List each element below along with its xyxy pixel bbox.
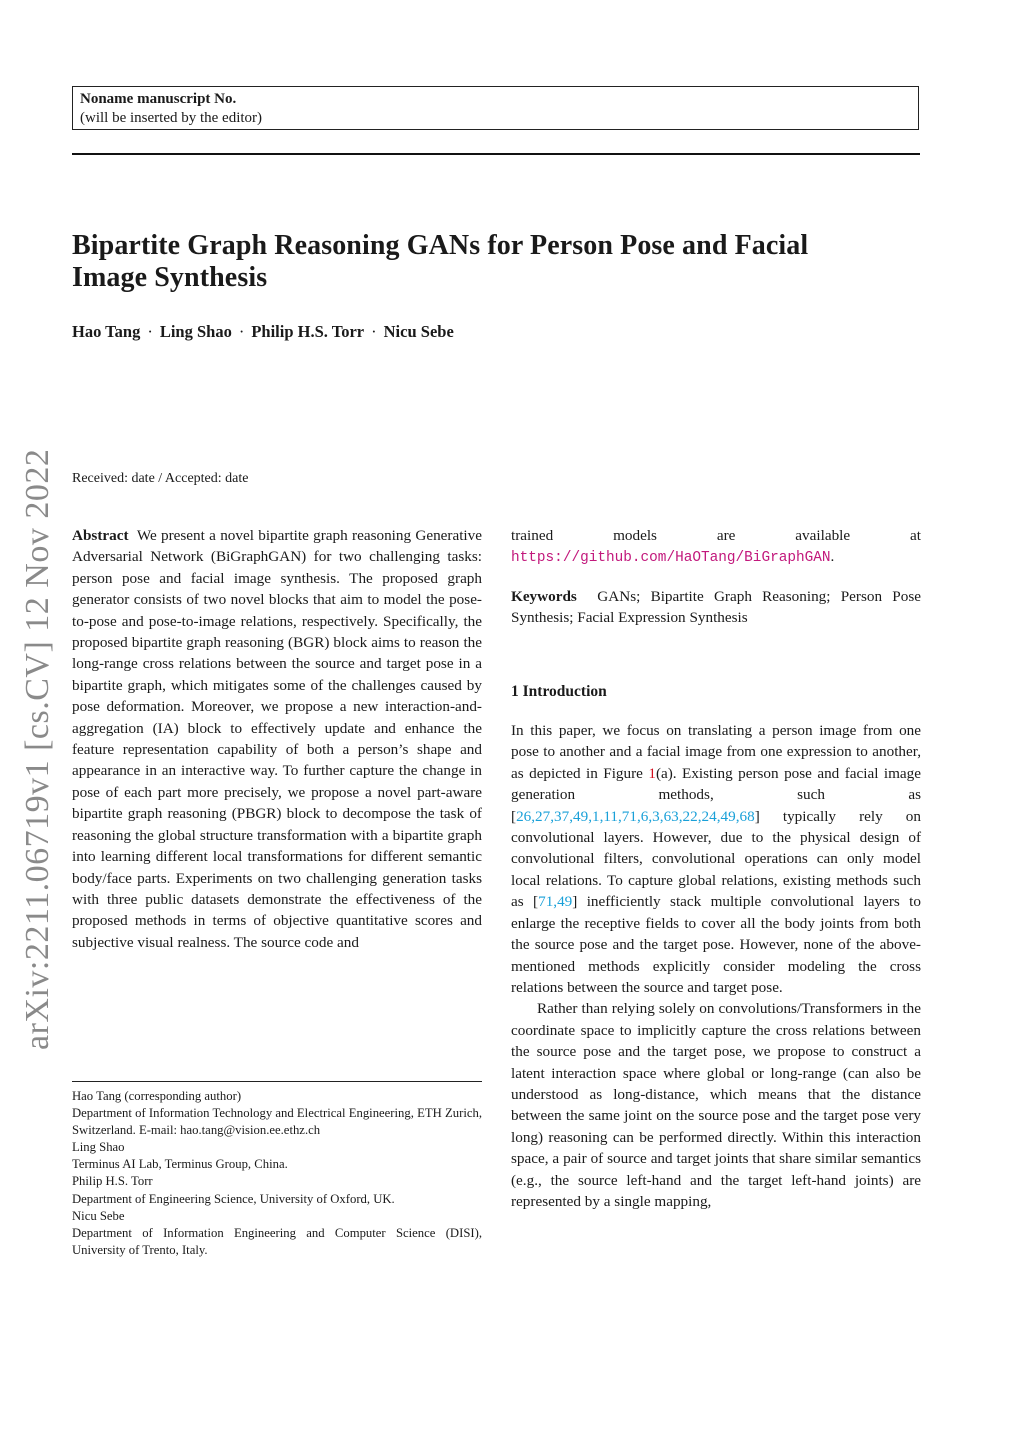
author-name: Ling Shao <box>159 322 232 341</box>
abstract-heading: Abstract <box>72 527 129 544</box>
author-separator: · <box>238 322 245 341</box>
keywords <box>511 586 921 629</box>
affiliation-line: Terminus AI Lab, Terminus Group, China. <box>72 1157 288 1172</box>
intro-paragraph-2: Rather than relying solely on convolutions/Transformers in the coordinate space to implicitly capture the cross relations between the source pose and the target pose, we propose to construct a latent interaction space where global or long-range (can also be understood as long-distance, which means that the distance between the same joint on the source pose and the target pose very long) reasoning can be performed directly. Within this interaction space, a pair of source and target joints that share similar semantics (e.g., the source left-hand and the target left-hand joints) are represented by a single mapping, <box>511 1000 921 1210</box>
affiliation-line: Nicu Sebe <box>72 1208 125 1223</box>
author-affiliations <box>72 1088 482 1259</box>
author-separator: · <box>147 322 153 341</box>
section-heading: 1 Introduction <box>511 682 607 700</box>
keywords-heading: Keywords <box>511 587 577 605</box>
citation-links[interactable]: 26,27,37,49,1,11,71,6,3,63,22,24,49,68 <box>516 807 755 825</box>
right-column <box>511 525 921 1212</box>
intro-text: In this paper, we focus on translating a person image from one pose to another and a facial image from one expression to another, as depicted in Figure <box>511 722 921 782</box>
abstract-text: We present a novel bipartite graph reasoning Generative Adversarial Network (BiGraphGAN) for two challenging tasks: person pose and facial image synthesis. The proposed graph generator consists of two novel blocks that aim to model the pose-to-pose and pose-to-image relations, respectively. Specifically, the proposed bipartite graph reasoning (BGR) block aims to reason the long-range cross relations between the source and target pose in a bipartite graph, which mitigates some of the challenges caused by pose deformation. Moreover, we propose a new interaction-and-aggregation (IA) block to effectively update and enhance the feature representation capability of both a person’s shape and appearance in an interactive way. To further capture the change in pose of each part more precisely, we propose a novel part-aware bipartite graph reasoning (PBGR) block to decompose the task of reasoning the global structure transformation with a bipartite graph into learning different local transformations for different semantic body/face parts. Experiments on two challenging generation tasks with three public datasets demonstrate the effectiveness of the proposed methods in terms of objective quantitative scores and subjective visual realness. The source code and <box>72 527 482 951</box>
affiliation-line: Department of Information Engineering and Computer Science (DISI), University of Trento, Italy. <box>72 1225 482 1257</box>
author-list <box>72 322 454 342</box>
header-rule <box>72 153 920 155</box>
paper-title <box>72 230 932 294</box>
author-name: Philip H.S. Torr <box>251 322 365 341</box>
citation-links[interactable]: 71,49 <box>538 893 573 911</box>
intro-text: ] inefficiently stack multiple convolutional layers to enlarge the receptive fields to cover all the body joints from both the source pose and the target pose. However, none of the above-mentioned methods explicitly consider modeling the cross relations between the source and target pose. <box>511 893 921 996</box>
manuscript-label: Noname manuscript No. <box>80 91 237 107</box>
footnote-rule <box>72 1081 482 1082</box>
intro-paragraph-1 <box>511 720 921 998</box>
affiliation-line: Department of Information Technology and Electrical Engineering, ETH Zurich, Switzerland. E-mail: hao.tang@vision.ee.ethz.ch <box>72 1106 482 1138</box>
abstract <box>72 525 482 953</box>
abstract-continuation-text: trained models are available at <box>511 527 921 544</box>
intro-text: ] typically rely on convolutional layers. However, due to the physical design of convolutional filters, convolutional operations can only model local relations. To capture global relations, existing methods such as [ <box>511 807 921 911</box>
intro-text: (a). Existing person pose and facial image generation methods, such as [ <box>511 764 922 825</box>
affiliation-line: Hao Tang (corresponding author) <box>72 1089 242 1103</box>
title-line-2: Image Synthesis <box>72 262 268 293</box>
keywords-text: GANs; Bipartite Graph Reasoning; Person Pose Synthesis; Facial Expression Synthesis <box>511 587 922 627</box>
figure-ref-link[interactable]: 1 <box>648 764 656 782</box>
author-name: Nicu Sebe <box>383 322 454 341</box>
affiliation-line: Philip H.S. Torr <box>72 1174 153 1189</box>
code-link[interactable]: https://github.com/HaOTang/BiGraphGAN <box>511 550 831 567</box>
affiliation-line: Department of Engineering Science, University of Oxford, UK. <box>72 1191 395 1206</box>
manuscript-box <box>72 86 919 130</box>
title-line-1: Bipartite Graph Reasoning GANs for Person Pose and Facial <box>72 230 809 261</box>
arxiv-stamp: arXiv:2211.06719v1 [cs.CV] 12 Nov 2022 <box>19 448 56 1050</box>
editor-note: (will be inserted by the editor) <box>80 110 263 126</box>
author-name: Hao Tang <box>72 322 141 341</box>
left-column <box>72 525 482 953</box>
abstract-continuation <box>511 525 921 570</box>
received-date: Received: date / Accepted: date <box>72 471 249 486</box>
abstract-end: . <box>830 548 835 566</box>
author-separator: · <box>371 322 377 341</box>
affiliation-line: Ling Shao <box>72 1140 125 1155</box>
